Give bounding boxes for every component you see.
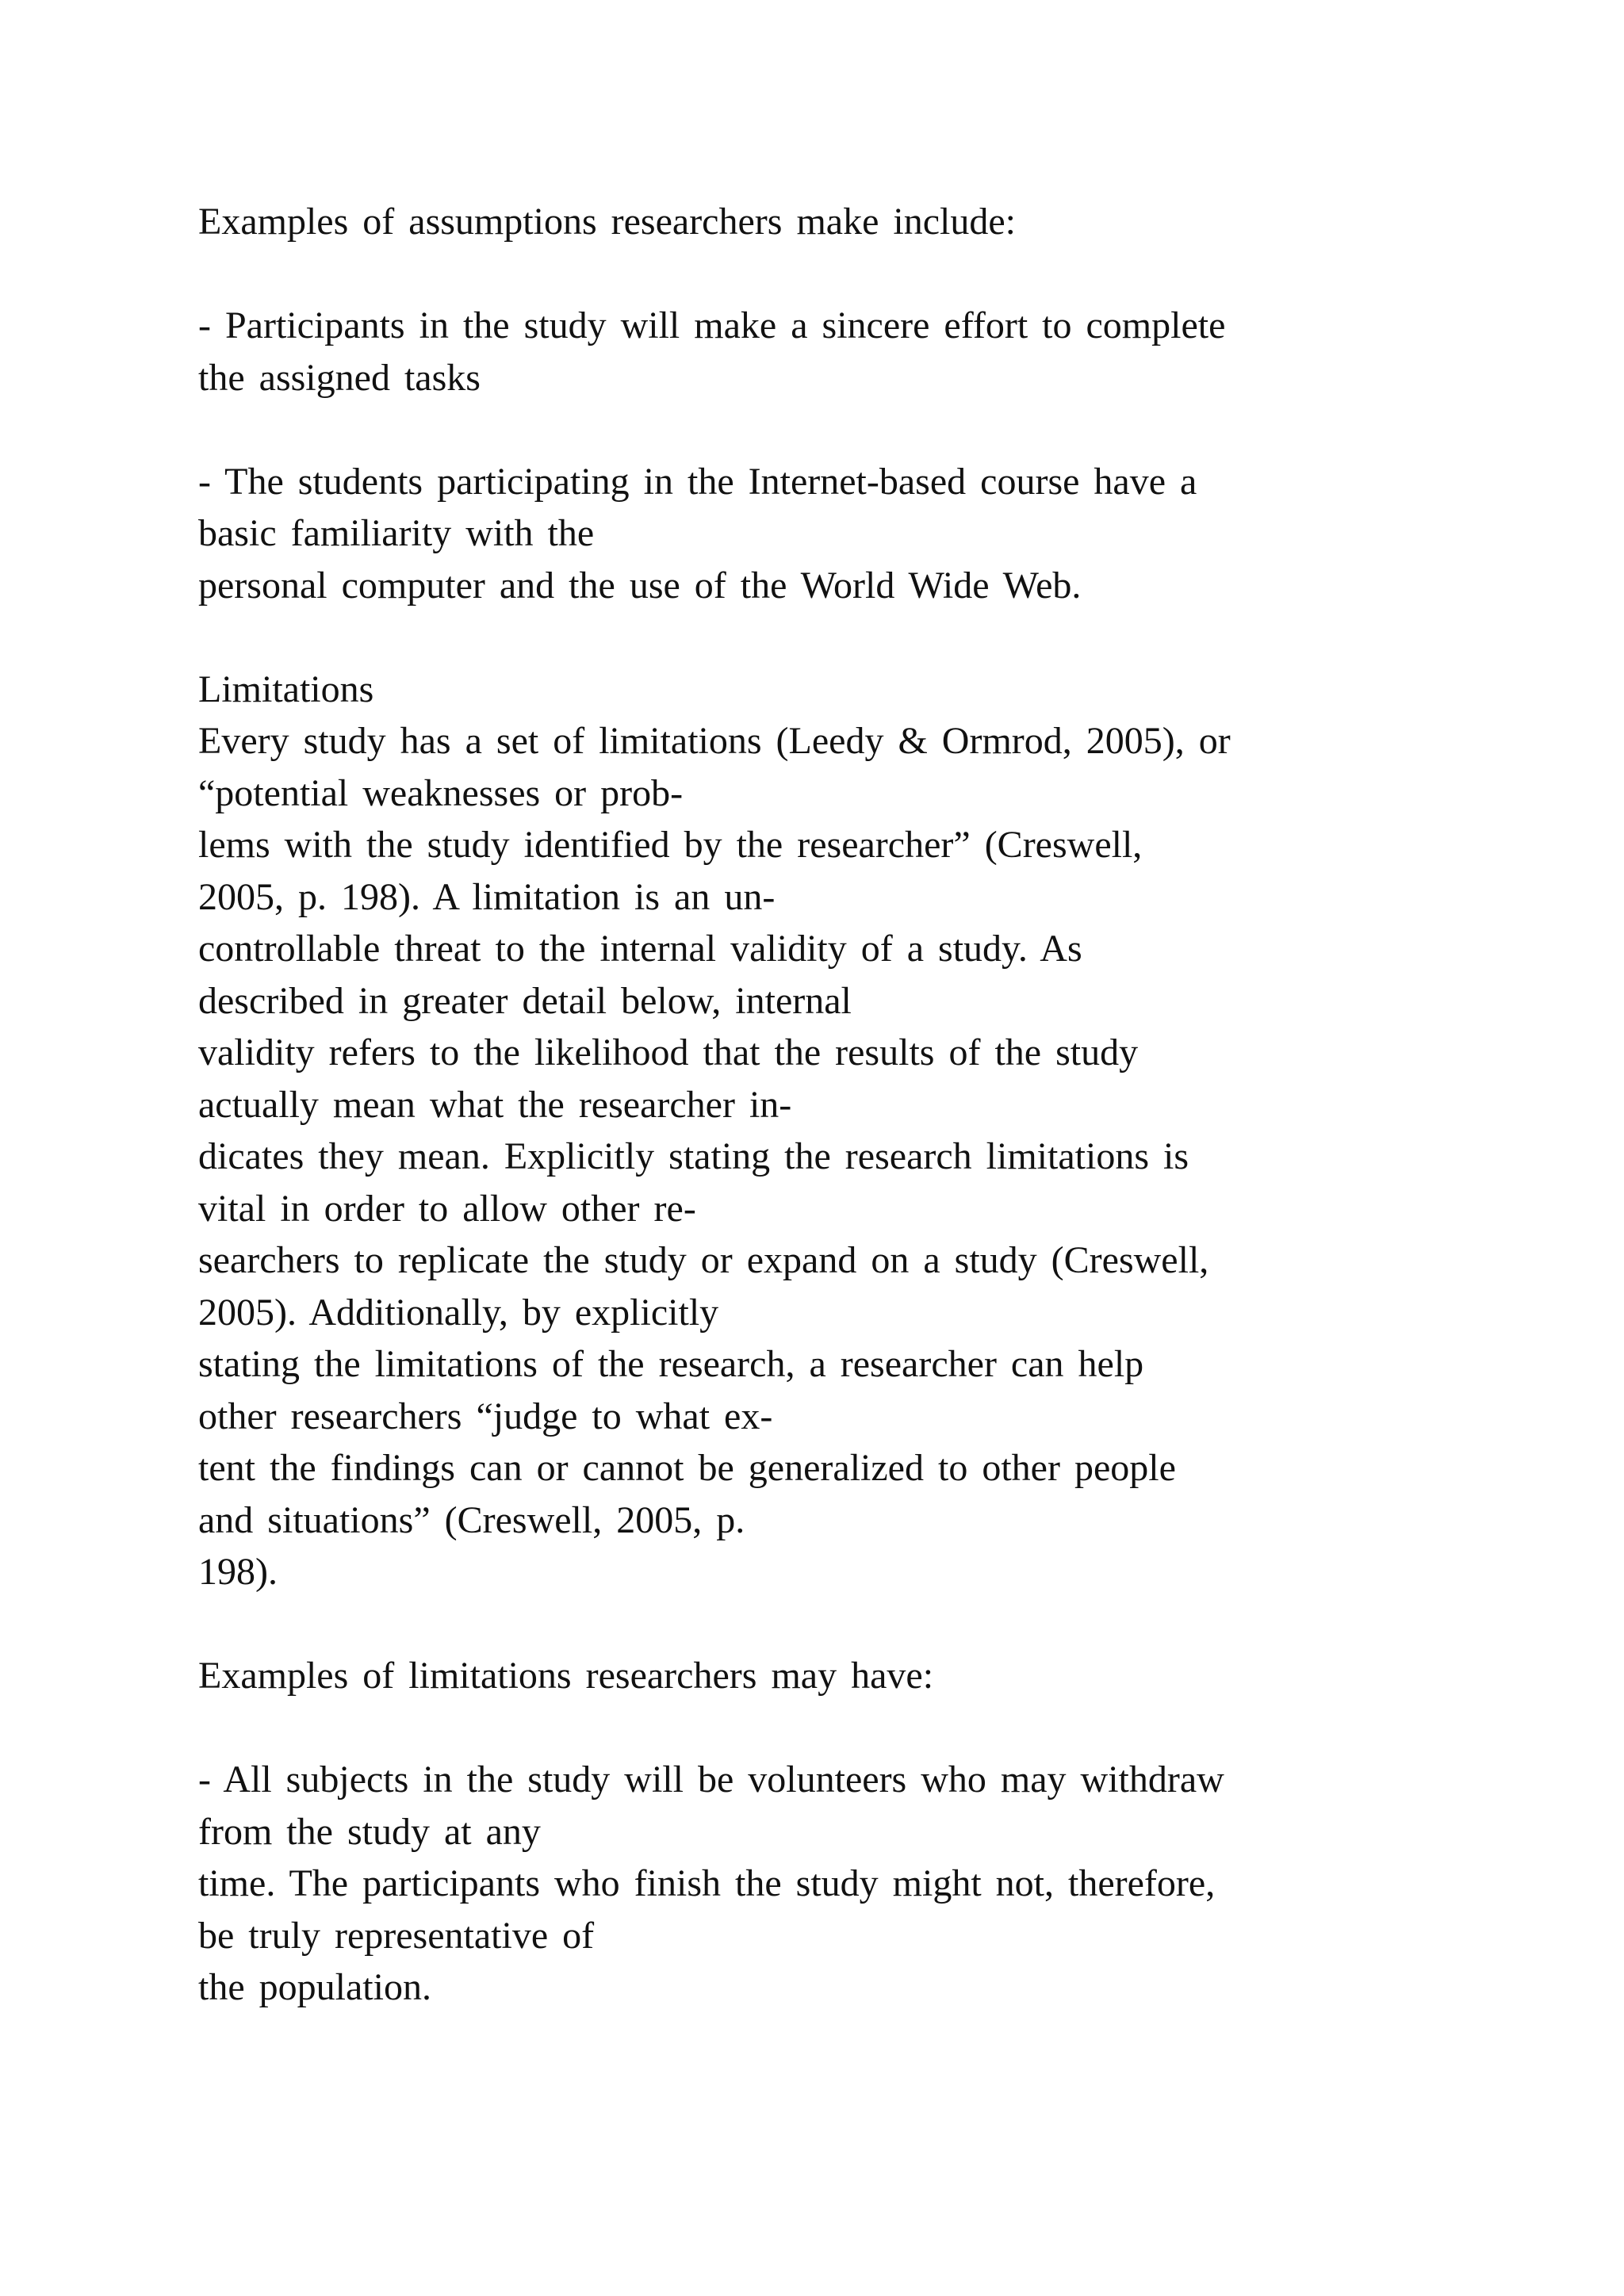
text-line: be truly representative of: [198, 1914, 595, 1957]
text-line: Every study has a set of limitations (Leedy & Ormrod, 2005), or: [198, 720, 1231, 762]
limitations-heading: Limitations: [198, 668, 374, 710]
text-line: and situations” (Creswell, 2005, p.: [198, 1498, 745, 1541]
text-line: time. The participants who finish the study might not, therefore,: [198, 1862, 1216, 1904]
text-line: tent the findings can or cannot be generalized to other people: [198, 1447, 1176, 1489]
text-line: lems with the study identified by the researcher” (Creswell,: [198, 824, 1143, 866]
text-line: stating the limitations of the research, a researcher can help: [198, 1343, 1144, 1385]
text-line: 2005, p. 198). A limitation is an un-: [198, 875, 776, 918]
text-line: the population.: [198, 1966, 431, 2008]
text-line: - All subjects in the study will be volunteers who may withdraw: [198, 1758, 1224, 1800]
text-line: vital in order to allow other re-: [198, 1187, 696, 1230]
text-line: - Participants in the study will make a sincere effort to complete: [198, 304, 1226, 346]
text-line: other researchers “judge to what ex-: [198, 1395, 773, 1437]
limitations-intro: Examples of limitations researchers may have:: [198, 1655, 934, 1697]
text-line: dicates they mean. Explicitly stating the research limitations is: [198, 1135, 1189, 1177]
paragraph-spacer: [198, 611, 1435, 664]
paragraph-spacer: [198, 1598, 1435, 1651]
limitation-item-1: [198, 1754, 1435, 2014]
text-line: - The students participating in the Internet-based course have a: [198, 460, 1197, 503]
text-line: from the study at any: [198, 1810, 541, 1853]
text-line: validity refers to the likelihood that the results of the study: [198, 1031, 1139, 1073]
assumption-item-1: [198, 300, 1435, 404]
paragraph-spacer: [198, 248, 1435, 300]
text-line: described in greater detail below, internal: [198, 979, 852, 1022]
assumptions-intro: Examples of assumptions researchers make include:: [198, 201, 1017, 243]
text-line: 2005). Additionally, by explicitly: [198, 1291, 719, 1334]
text-line: the assigned tasks: [198, 356, 481, 399]
text-line: personal computer and the use of the World Wide Web.: [198, 564, 1082, 607]
limitations-paragraph: [198, 715, 1435, 1598]
paragraph-spacer: [198, 1702, 1435, 1755]
text-line: searchers to replicate the study or expand on a study (Creswell,: [198, 1239, 1209, 1281]
text-line: basic familiarity with the: [198, 512, 595, 554]
text-line: 198).: [198, 1551, 278, 1593]
paragraph-spacer: [198, 404, 1435, 456]
text-line: actually mean what the researcher in-: [198, 1083, 792, 1126]
text-line: controllable threat to the internal validity of a study. As: [198, 928, 1082, 970]
document-body: [198, 196, 1435, 2014]
assumption-item-2: [198, 456, 1435, 612]
text-line: “potential weaknesses or prob-: [198, 771, 684, 814]
